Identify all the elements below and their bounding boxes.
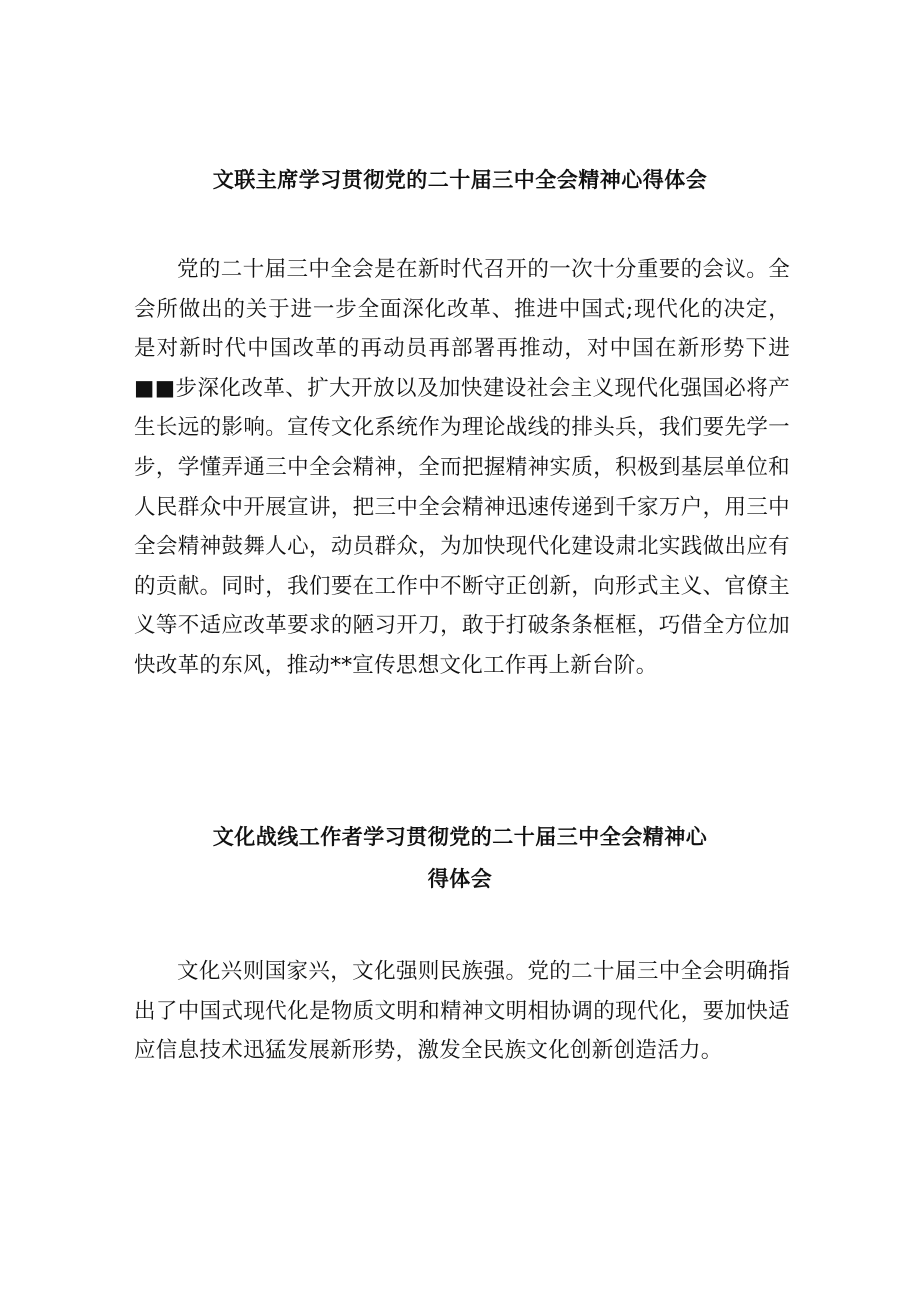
section2-title-line1: 文化战线工作者学习贯彻党的二十届三中全会精神心 [212, 824, 708, 849]
section2-title [0, 816, 920, 900]
section2-paragraph: 文化兴则国家兴，文化强则民族强。党的二十届三中全会明确指出了中国式现代化是物质文明和精神文明相协调的现代化，要加快适应信息技术迅猛发展新形势，激发全民族文化创新创造活力。 [134, 959, 790, 1064]
section1-paragraph: 党的二十届三中全会是在新时代召开的一次十分重要的会议。全会所做出的关于进一步全面深化改革、推进中国式;现代化的决定，是对新时代中国改革的再动员再部署再推动，对中国在新形势下进■■步深化改革、扩大开放以及加快建设社会主义现代化强国必将产生长远的影响。宣传文化系统作为理论战线的排头兵，我们要先学一步，学懂弄通三中全会精神，全而把握精神实质，积极到基层单位和人民群众中开展宣讲，把三中全会精神迅速传递到千家万户，用三中全会精神鼓舞人心，动员群众，为加快现代化建设肃北实践做出应有的贡献。同时，我们要在工作中不断守正创新，向形式主义、官僚主义等不适应改革要求的陋习开刀，敢于打破条条框框，巧借全方位加快改革的东风，推动**宣传思想文化工作再上新台阶。 [134, 257, 790, 678]
section1-title: 文联主席学习贯彻党的二十届三中全会精神心得体会 [212, 167, 708, 192]
section2-title-line2: 得体会 [427, 866, 493, 891]
